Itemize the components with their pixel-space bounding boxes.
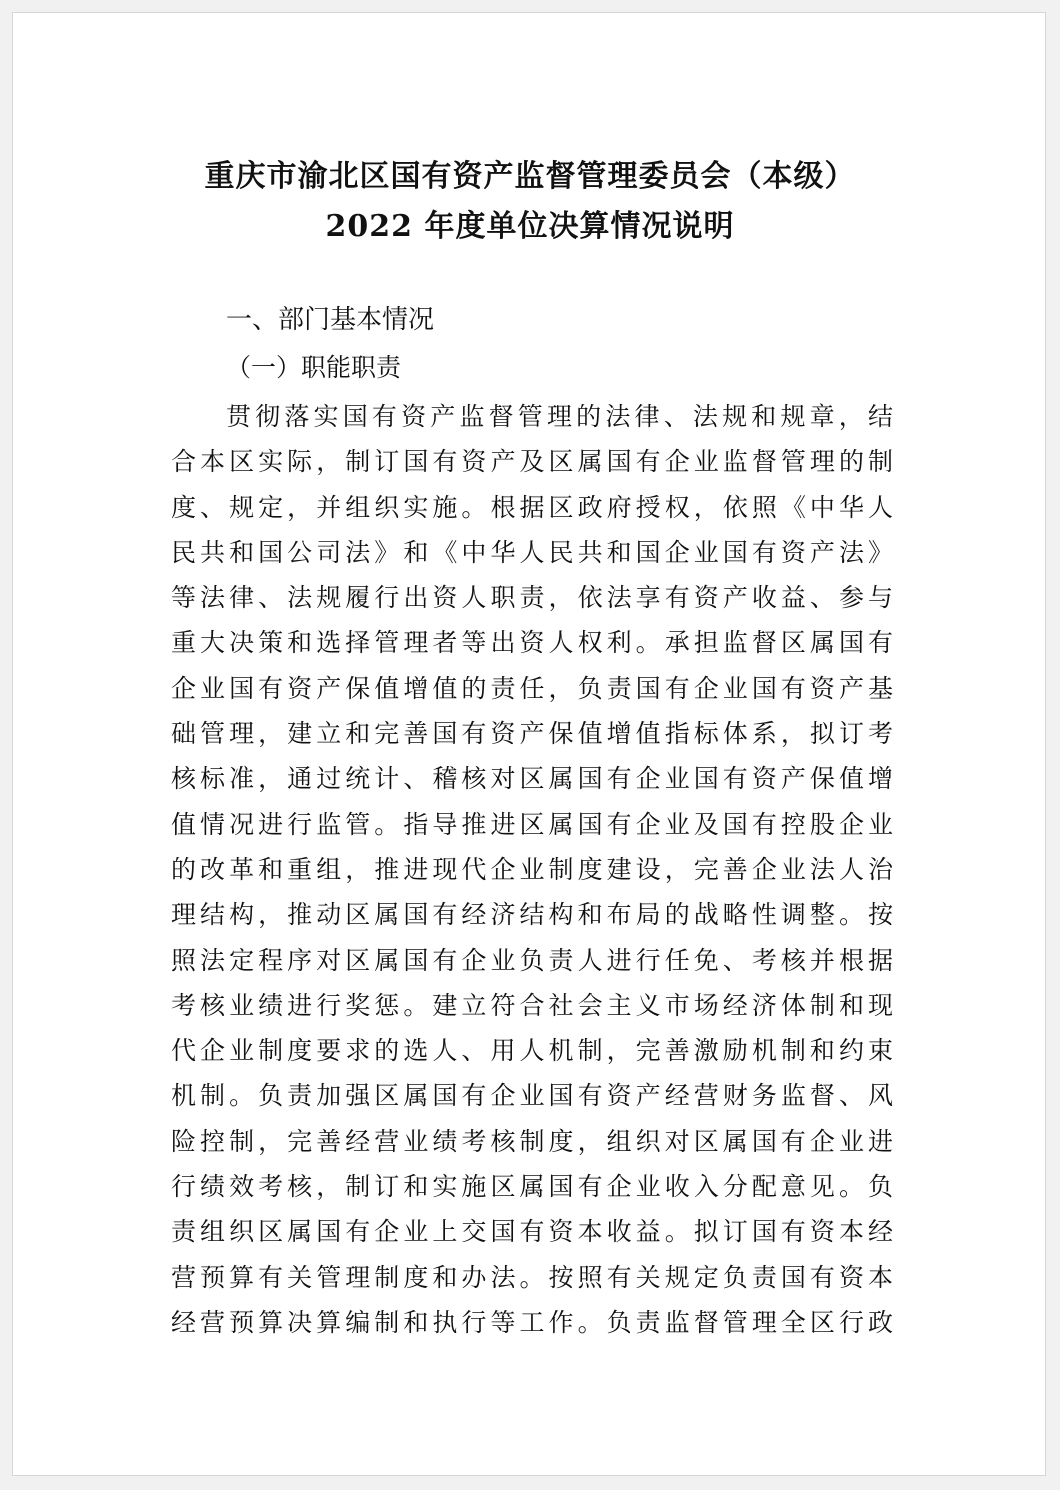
body-line: 民共和国公司法》和《中华人民共和国企业国有资产法》 bbox=[171, 537, 893, 567]
body-line: 理结构，推动区属国有经济结构和布局的战略性调整。按 bbox=[171, 900, 893, 930]
body-line: 考核业绩进行奖惩。建立符合社会主义市场经济体制和现 bbox=[171, 990, 893, 1020]
body-line: 营预算有关管理制度和办法。按照有关规定负责国有资本 bbox=[171, 1262, 893, 1292]
body-line: 合本区实际，制订国有资产及区属国有企业监督管理的制 bbox=[171, 447, 893, 477]
section-heading: 一、部门基本情况 bbox=[226, 305, 435, 335]
body-line: 经营预算决算编制和执行等工作。负责监督管理全区行政 bbox=[171, 1307, 893, 1337]
body-line: 重大决策和选择管理者等出资人权利。承担监督区属国有 bbox=[171, 628, 893, 658]
body-line: 值情况进行监管。指导推进区属国有企业及国有控股企业 bbox=[171, 809, 893, 839]
document-title-line-1: 重庆市渝北区国有资产监督管理委员会（本级） bbox=[204, 159, 856, 194]
body-line: 贯彻落实国有资产监督管理的法律、法规和规章，结 bbox=[226, 402, 893, 431]
document-page bbox=[12, 12, 1046, 1476]
body-line: 代企业制度要求的选人、用人机制，完善激励机制和约束 bbox=[171, 1036, 893, 1066]
body-line: 核标准，通过统计、稽核对区属国有企业国有资产保值增 bbox=[171, 764, 893, 794]
body-line: 照法定程序对区属国有企业负责人进行任免、考核并根据 bbox=[171, 945, 893, 975]
body-line: 度、规定，并组织实施。根据区政府授权，依照《中华人 bbox=[171, 492, 893, 522]
body-line: 险控制，完善经营业绩考核制度，组织对区属国有企业进 bbox=[171, 1126, 893, 1156]
body-line: 企业国有资产保值增值的责任，负责国有企业国有资产基 bbox=[171, 673, 893, 703]
body-line: 行绩效考核，制订和实施区属国有企业收入分配意见。负 bbox=[171, 1172, 893, 1202]
body-line: 的改革和重组，推进现代企业制度建设，完善企业法人治 bbox=[171, 854, 893, 884]
document-title-line-2: 2022 年度单位决算情况说明 bbox=[325, 209, 735, 244]
body-line: 机制。负责加强区属国有企业国有资产经营财务监督、风 bbox=[171, 1081, 893, 1111]
body-line: 等法律、法规履行出资人职责，依法享有资产收益、参与 bbox=[171, 583, 893, 613]
body-line: 责组织区属国有企业上交国有资本收益。拟订国有资本经 bbox=[171, 1217, 893, 1247]
body-paragraph bbox=[171, 394, 893, 1345]
body-line: 础管理，建立和完善国有资产保值增值指标体系，拟订考 bbox=[171, 719, 893, 749]
subsection-heading: （一）职能职责 bbox=[226, 353, 402, 382]
